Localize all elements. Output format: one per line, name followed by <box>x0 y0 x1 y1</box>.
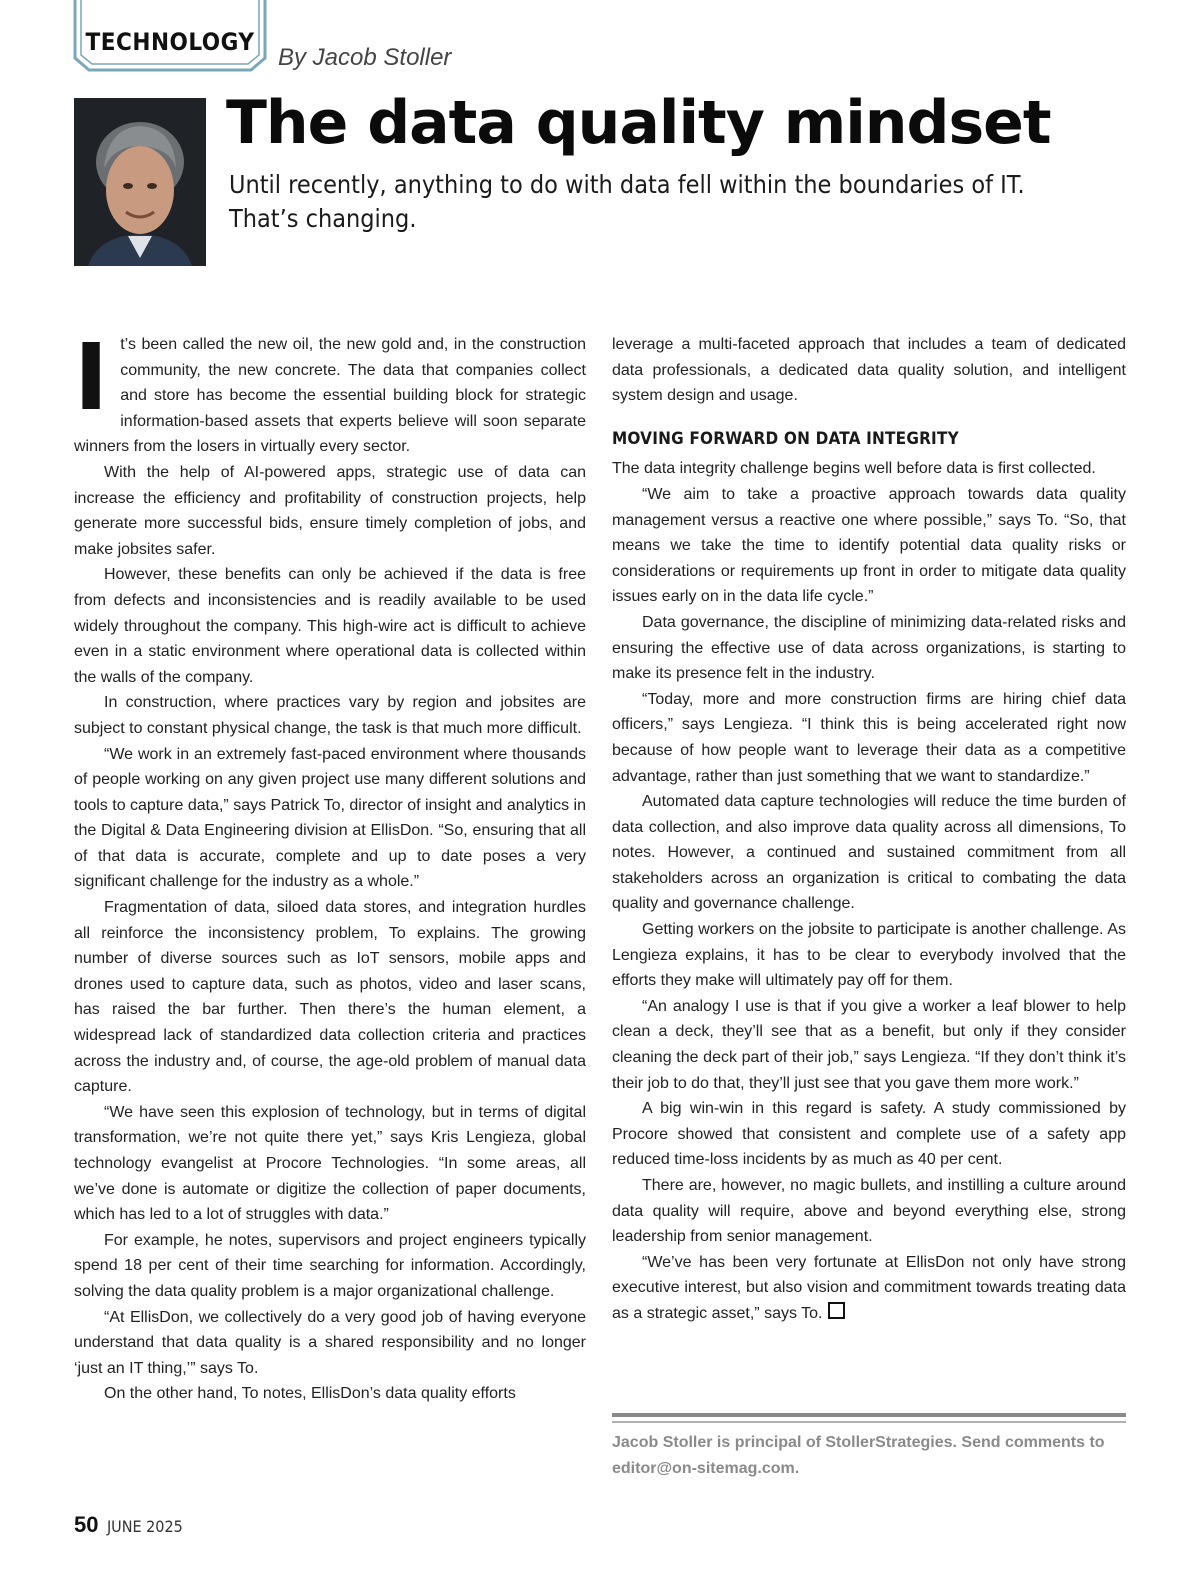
paragraph: For example, he notes, supervisors and project engineers typically spend 18 per cent of their time searching for information. Accordingly, solving the data quality problem is a major organizational challenge. <box>74 1231 586 1300</box>
article-dek: Until recently, anything to do with data fell within the boundaries of IT. That’s changing. <box>229 170 1025 233</box>
paragraph: Data governance, the discipline of minimizing data-related risks and ensuring the effective use of data across organizations, is starting to make its presence felt in the industry. <box>612 613 1126 683</box>
paragraph: There are, however, no magic bullets, and instilling a culture around data quality will require, above and beyond everything else, strong leadership from senior management. <box>612 1177 1126 1246</box>
author-photo <box>74 98 206 266</box>
paragraph: Automated data capture technologies will reduce the time burden of data collection, and also improve data quality across all dimensions, To notes. However, a continued and sustained commitment from all stakeholders across an organization is critical to combating the data quality and governance challenge. <box>612 793 1126 913</box>
page-footer <box>74 1512 183 1538</box>
author-portrait <box>74 98 206 266</box>
issue-date: JUNE 2025 <box>106 1517 183 1536</box>
paragraph: On the other hand, To notes, EllisDon’s data quality efforts <box>104 1385 516 1403</box>
paragraph-text: t’s been called the new oil, the new gold and, in the construction community, the new concrete. The data that companies collect and store has become the essential building block for strategic information-based assets that experts believe will soon separate winners from the losers in virtually every sector. <box>74 336 586 456</box>
section-label: TECHNOLOGY <box>85 28 255 56</box>
paragraph: “We aim to take a proactive approach towards data quality management versus a reactive one where possible,” says To. “So, that means we take the time to identify potential data quality risks or considerations or requirements up front in order to mitigate data quality issues early on in the data life cycle.” <box>612 485 1126 606</box>
paragraph: “We have seen this explosion of technology, but in terms of digital transformation, we’re not quite there yet,” says Kris Lengieza, global technology evangelist at Procore Technologies. “In some areas, all we’ve done is automate or digitize the collection of paper documents, which has led to a lot of struggles with data.” <box>74 1103 586 1224</box>
author-bio: Jacob Stoller is principal of StollerStrategies. Send comments to editor@on-sitemag.com. <box>612 1434 1105 1477</box>
paragraph: Fragmentation of data, siloed data stores, and integration hurdles all reinforce the inconsistency problem, To explains. The growing number of diverse sources such as IoT sensors, mobile apps and drones used to capture data, such as photos, video and laser scans, has raised the bar further. Then there’s the human element, a widespread lack of standardized data collection criteria and practices across the industry and, of course, the age-old problem of manual data capture. <box>74 899 586 1096</box>
right-column <box>612 332 1126 1327</box>
left-column <box>74 324 586 1407</box>
paragraph: “Today, more and more construction firms are hiring chief data officers,” says Lengieza. “I think this is being accelerated right now because of how people want to leverage their data as a competitive advantage, rather than just something that we want to standardize.” <box>612 690 1126 785</box>
subhead: MOVING FORWARD ON DATA INTEGRITY <box>612 428 959 449</box>
byline: By Jacob Stoller <box>278 44 452 71</box>
first-paragraph <box>74 324 586 460</box>
paragraph: In construction, where practices vary by region and jobsites are subject to constant physical change, the task is that much more difficult. <box>74 694 586 737</box>
section-tab <box>73 0 267 72</box>
drop-cap: I <box>74 324 109 431</box>
paragraph: “An analogy I use is that if you give a worker a leaf blower to help clean a deck, they’ll see that as a benefit, but only if they consider cleaning the deck part of their job,” says Lengieza. “If they don’t think it’s their job to do that, they’ll just see that you gave them more work.” <box>612 997 1126 1092</box>
paragraph: “We work in an extremely fast-paced environment where thousands of people working on any given project use many different solutions and tools to capture data,” says Patrick To, director of insight and analytics in the Digital & Data Engineering division at EllisDon. “So, ensuring that all of that data is accurate, complete and up to date poses a very significant challenge for the industry as a whole.” <box>74 745 586 891</box>
paragraph: Getting workers on the jobsite to participate is another challenge. As Lengieza explains, it has to be clear to everybody involved that the efforts they make will ultimately pay off for them. <box>612 921 1126 990</box>
bio-divider <box>612 1413 1126 1423</box>
paragraph: The data integrity challenge begins well before data is first collected. <box>612 460 1096 478</box>
end-mark-icon <box>828 1302 845 1319</box>
article-title: The data quality mindset <box>226 88 1051 158</box>
paragraph: “At EllisDon, we collectively do a very good job of having everyone understand that data quality is a shared responsibility and no longer ‘just an IT thing,’” says To. <box>74 1308 586 1377</box>
paragraph: A big win-win in this regard is safety. A study commissioned by Procore showed that consistent and complete use of a safety app reduced time-loss incidents by as much as 40 per cent. <box>612 1100 1126 1169</box>
paragraph: With the help of AI-powered apps, strategic use of data can increase the efficiency and profitability of construction projects, help generate more successful bids, ensure timely completion of jobs, and make jobsites safer. <box>74 463 586 558</box>
paragraph-continued: leverage a multi-faceted approach that includes a team of dedicated data professionals, a dedicated data quality solution, and intelligent system design and usage. <box>612 336 1126 405</box>
page-number: 50 <box>74 1512 99 1537</box>
closing-paragraph <box>612 1250 1126 1327</box>
paragraph: However, these benefits can only be achieved if the data is free from defects and inconsistencies and is readily available to be used widely throughout the company. This high-wire act is difficult to achieve even in a static environment where operational data is collected within the walls of the company. <box>74 566 586 686</box>
closing-text: “We’ve has been very fortunate at EllisDon not only have strong executive interest, but also vision and commitment towards treating data as a strategic asset,” says To. <box>612 1253 1126 1322</box>
